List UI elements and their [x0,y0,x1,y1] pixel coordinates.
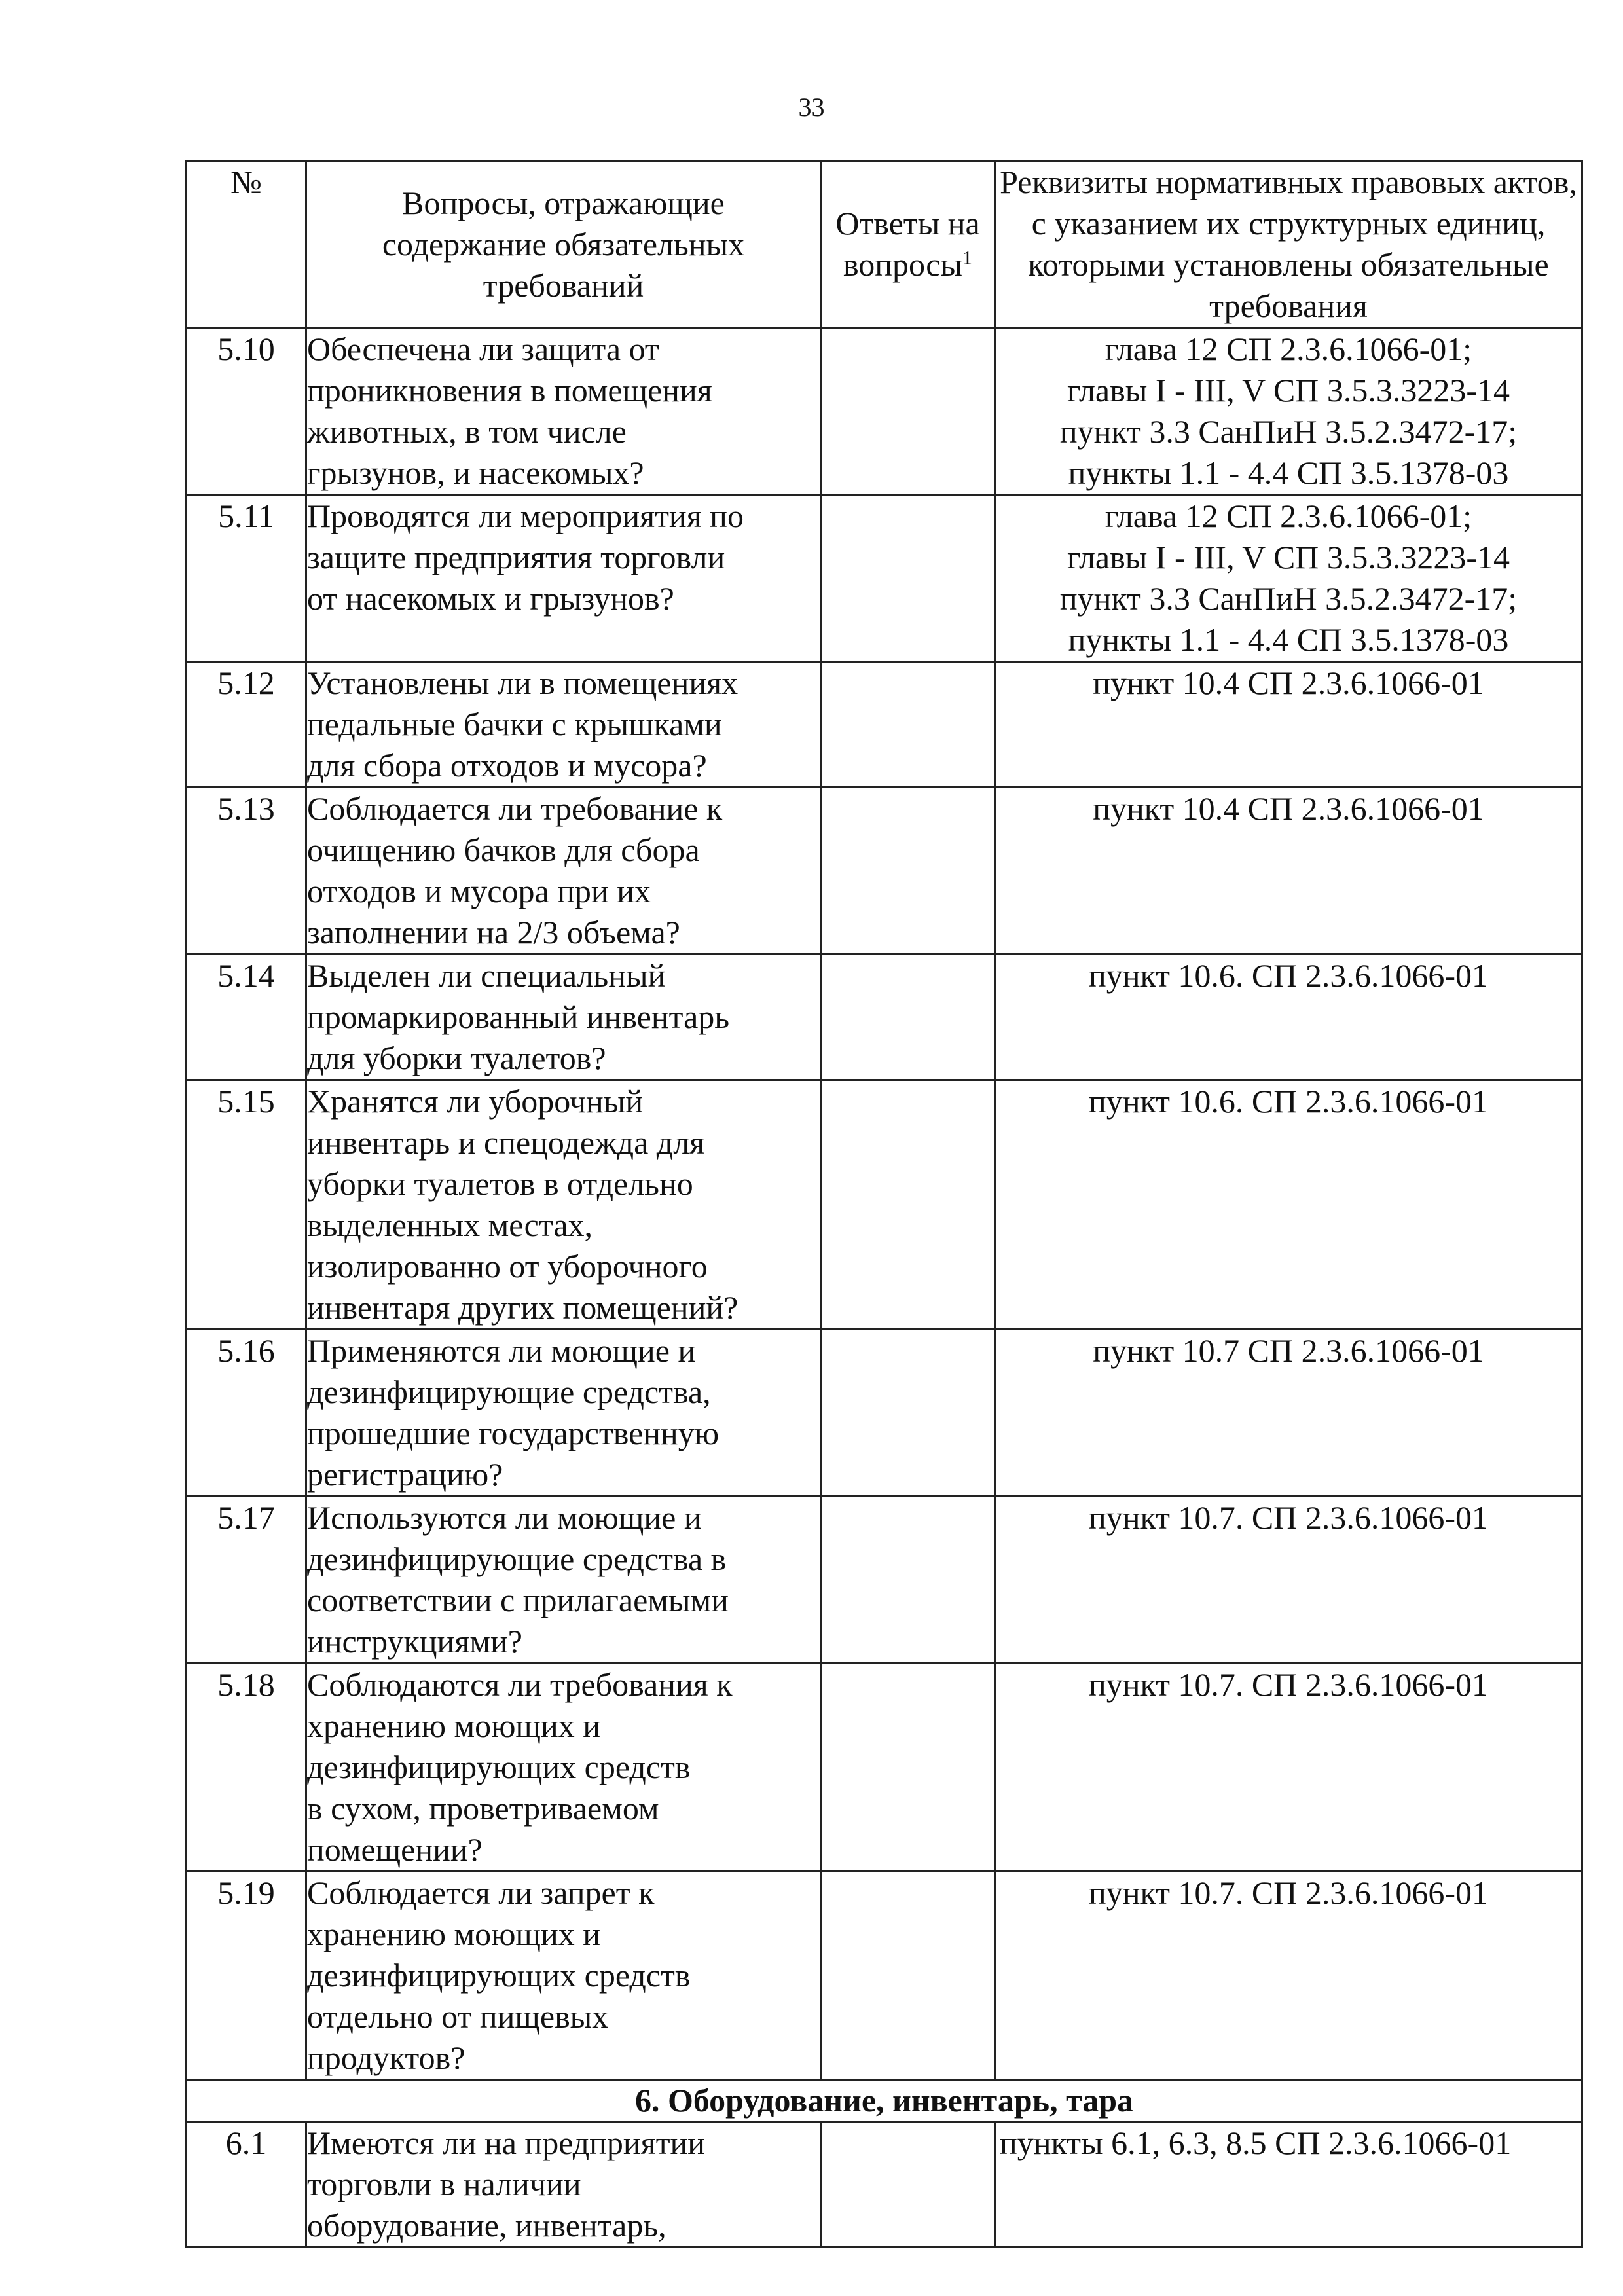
row-reference: пункт 10.7. СП 2.3.6.1066-01 [995,1497,1582,1664]
row-question: Соблюдается ли требование к очищению бачков для сбора отходов и мусора при их заполнении на 2/3 объема? [306,788,821,955]
header-answer-text: Ответы на вопросы [835,205,980,283]
header-reference: Реквизиты нормативных правовых актов, с указанием их структурных единиц, которыми установлены обязательные требования [995,161,1582,328]
table-row [187,1664,1582,1872]
table-row [187,1497,1582,1664]
row-num: 5.12 [187,662,306,788]
row-num: 5.17 [187,1497,306,1664]
row-reference: глава 12 СП 2.3.6.1066-01; главы I - III, V СП 3.5.3.3223-14 пункт 3.3 СанПиН 3.5.2.3472-17; пункты 1.1 - 4.4 СП 3.5.1378-03 [995,495,1582,662]
row-num: 5.19 [187,1872,306,2080]
row-question: Проводятся ли мероприятия по защите предприятия торговли от насекомых и грызунов? [306,495,821,662]
row-question: Применяются ли моющие и дезинфицирующие средства, прошедшие государственную регистрацию? [306,1330,821,1497]
row-answer-cell[interactable] [821,1330,995,1497]
header-question-text: Вопросы, отражающие содержание обязательных требований [382,184,745,304]
row-answer-cell[interactable] [821,955,995,1080]
row-question: Соблюдаются ли требования к хранению моющих и дезинфицирующих средств в сухом, проветриваемом помещении? [306,1664,821,1872]
row-num: 5.16 [187,1330,306,1497]
row-reference: пункт 10.4 СП 2.3.6.1066-01 [995,662,1582,788]
row-question: Соблюдается ли запрет к хранению моющих и дезинфицирующих средств отдельно от пищевых продуктов? [306,1872,821,2080]
row-answer-cell[interactable] [821,1664,995,1872]
row-answer-cell[interactable] [821,1080,995,1330]
row-question: Обеспечена ли защита от проникновения в помещения животных, в том числе грызунов, и насекомых? [306,328,821,495]
row-num: 5.18 [187,1664,306,1872]
row-answer-cell[interactable] [821,662,995,788]
table-row [187,1872,1582,2080]
row-answer-cell[interactable] [821,2122,995,2248]
table-body [187,328,1582,2248]
header-num: № [187,161,306,328]
page-number: 33 [798,92,825,122]
row-reference: пункты 6.1, 6.3, 8.5 СП 2.3.6.1066-01 [995,2122,1582,2248]
row-reference: пункт 10.7. СП 2.3.6.1066-01 [995,1664,1582,1872]
row-reference: пункт 10.7. СП 2.3.6.1066-01 [995,1872,1582,2080]
table-row [187,2122,1582,2248]
row-num: 6.1 [187,2122,306,2248]
row-reference: глава 12 СП 2.3.6.1066-01; главы I - III, V СП 3.5.3.3223-14 пункт 3.3 СанПиН 3.5.2.3472-17; пункты 1.1 - 4.4 СП 3.5.1378-03 [995,328,1582,495]
requirements-table [185,160,1583,2248]
table-row [187,328,1582,495]
row-num: 5.14 [187,955,306,1080]
section-title: 6. Оборудование, инвентарь, тара [187,2080,1582,2122]
table-row [187,1080,1582,1330]
row-question: Хранятся ли уборочный инвентарь и спецодежда для уборки туалетов в отдельно выделенных местах, изолированно от уборочного инвентаря других помещений? [306,1080,821,1330]
row-num: 5.11 [187,495,306,662]
row-question: Выделен ли специальный промаркированный инвентарь для уборки туалетов? [306,955,821,1080]
table-row [187,495,1582,662]
row-reference: пункт 10.6. СП 2.3.6.1066-01 [995,1080,1582,1330]
row-reference: пункт 10.7 СП 2.3.6.1066-01 [995,1330,1582,1497]
header-question [306,161,821,328]
table-header-row [187,161,1582,328]
row-reference: пункт 10.4 СП 2.3.6.1066-01 [995,788,1582,955]
section-row [187,2080,1582,2122]
row-answer-cell[interactable] [821,495,995,662]
header-answer [821,161,995,328]
row-num: 5.15 [187,1080,306,1330]
row-reference: пункт 10.6. СП 2.3.6.1066-01 [995,955,1582,1080]
table-row [187,788,1582,955]
row-answer-cell[interactable] [821,788,995,955]
table-row [187,1330,1582,1497]
row-num: 5.13 [187,788,306,955]
row-question: Установлены ли в помещениях педальные бачки с крышками для сбора отходов и мусора? [306,662,821,788]
header-answer-footnote: 1 [962,247,973,269]
row-answer-cell[interactable] [821,1497,995,1664]
table-row [187,955,1582,1080]
row-question: Имеются ли на предприятии торговли в наличии оборудование, инвентарь, [306,2122,821,2248]
row-answer-cell[interactable] [821,328,995,495]
row-answer-cell[interactable] [821,1872,995,2080]
row-num: 5.10 [187,328,306,495]
row-question: Используются ли моющие и дезинфицирующие средства в соответствии с прилагаемыми инструкциями? [306,1497,821,1664]
table-row [187,662,1582,788]
